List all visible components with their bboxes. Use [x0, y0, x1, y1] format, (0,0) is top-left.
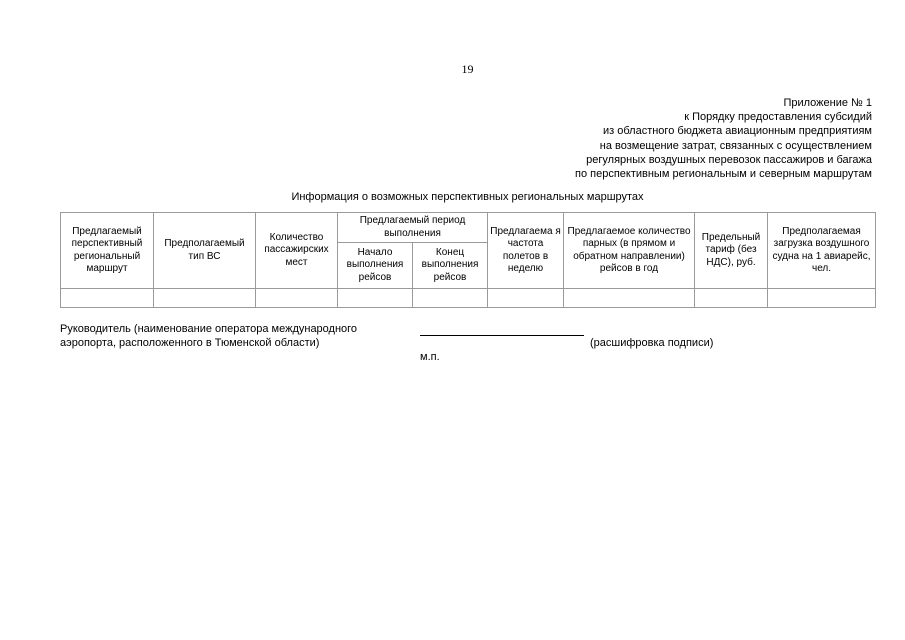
- table-cell: [61, 289, 154, 308]
- header-period-start: Начало выполнения рейсов: [338, 243, 413, 289]
- signature-label-line: Руководитель (наименование оператора международного: [60, 323, 358, 335]
- signature-decoding: (расшифровка подписи): [590, 337, 714, 349]
- appendix-header: [575, 96, 872, 181]
- table-title: Информация о возможных перспективных региональных маршрутах: [291, 191, 644, 203]
- table-cell: [338, 289, 413, 308]
- header-frequency: Предлагаема я частота полетов в неделю: [488, 213, 564, 289]
- header-tariff: Предельный тариф (без НДС), руб.: [695, 213, 768, 289]
- header-route: Предлагаемый перспективный региональный маршрут: [61, 213, 154, 289]
- signature-line: [420, 335, 584, 336]
- table-cell: [768, 289, 876, 308]
- appendix-line: к Порядку предоставления субсидий: [684, 111, 872, 124]
- stamp-mark: м.п.: [420, 351, 440, 363]
- table-cell: [564, 289, 695, 308]
- table-cell: [488, 289, 564, 308]
- table-cell: [695, 289, 768, 308]
- table-cell: [413, 289, 488, 308]
- appendix-line: из областного бюджета авиационным предприятиям: [602, 125, 872, 138]
- table-row: [61, 289, 876, 308]
- header-period: Предлагаемый период выполнения: [338, 213, 488, 243]
- header-pairs: Предлагаемое количество парных (в прямом и обратном направлении) рейсов в год: [564, 213, 695, 289]
- appendix-line: регулярных воздушных перевозок пассажиров и багажа: [586, 153, 872, 166]
- header-seats: Количество пассажирских мест: [256, 213, 338, 289]
- table-cell: [256, 289, 338, 308]
- header-aircraft-type: Предполагаемый тип ВС: [154, 213, 256, 289]
- page-number: 19: [461, 62, 474, 76]
- header-load: Предполагаемая загрузка воздушного судна на 1 авиарейс, чел.: [768, 213, 876, 289]
- signature-block: [60, 322, 357, 350]
- appendix-line: по перспективным региональным и северным маршрутам: [575, 168, 872, 181]
- header-period-end: Конец выполнения рейсов: [413, 243, 488, 289]
- signature-label-line: аэропорта, расположенного в Тюменской области): [60, 337, 320, 349]
- appendix-line: на возмещение затрат, связанных с осуществлением: [599, 139, 872, 152]
- table-cell: [154, 289, 256, 308]
- routes-table: [60, 212, 876, 308]
- appendix-line: Приложение № 1: [783, 97, 872, 109]
